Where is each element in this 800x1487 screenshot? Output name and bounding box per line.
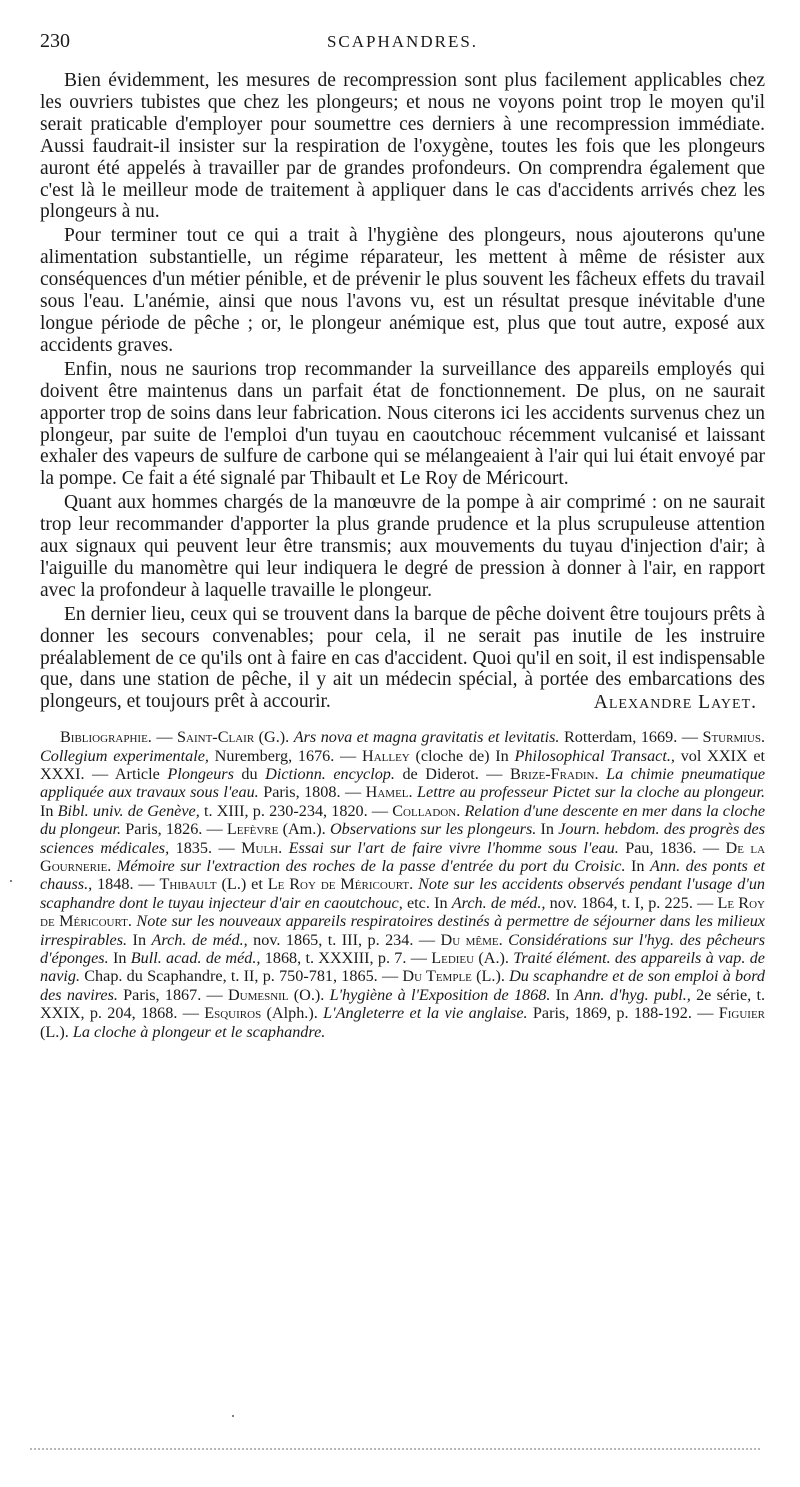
author-name: Brize-Fradin.: [510, 765, 599, 783]
author-name: Du même.: [440, 930, 503, 949]
paragraph: Pour terminer tout ce qui a trait à l'hygiène des plongeurs, nous ajouterons qu'une alimentation substantielle, un régime réparateur, les mettent à même de résister aux conséquences d'un métier pénible, et de prévenir le plus souvent les fâcheux effets du travail sous l'eau. L'anémie, ainsi que nous l'avons vu, est un résultat presque inévitable d'une longue période de pêche ; or, le plongeur anémique est, plus que tout autre, exposé aux accidents graves.: [40, 225, 765, 356]
citation-text: de Diderot. —: [394, 765, 511, 783]
citation-text: (cloche de) In: [409, 746, 515, 765]
author-name: Esquiros: [204, 1004, 262, 1023]
work-title: Collegium experimentale,: [40, 746, 209, 765]
author-name: Hamel.: [365, 783, 413, 802]
citation-text: etc. In: [402, 893, 452, 912]
footer-dotted-rule: [30, 1448, 760, 1450]
citation-text: In: [536, 820, 559, 839]
citation-text: 2e série, t. XXIX, p. 204, 1868. —: [40, 985, 765, 1023]
citation-text: (L.).: [471, 967, 510, 986]
work-title: Observations sur les plongeurs.: [329, 820, 537, 839]
work-title: Bibl. univ. de Genève,: [57, 801, 200, 820]
paragraph: Quant aux hommes chargés de la manœuvre de la pompe à air comprimé : on ne saurait trop leur recommander d'apporter la plus grande prudence et la plus scrupuleuse attention aux signaux qui peuvent leur être transmis; aux mouvements du tuyau d'injection d'air; à l'aiguille du manomètre qui leur indiquera le degré de pression à donner à l'air, en rapport avec la profondeur à laquelle travaille le plongeur.: [40, 492, 765, 601]
work-title: Relation d'une descente en mer dans la cloche du plongeur.: [40, 801, 766, 839]
work-title: Note sur les accidents observés pendant l'usage d'un scaphandre dont le tuyau injecteur d'air en caoutchouc,: [40, 875, 766, 912]
work-title: La chimie pneumatique appliquée aux travaux sous l'eau.: [40, 765, 765, 802]
work-title: L'hygiène à l'Exposition de 1868.: [329, 985, 551, 1004]
paragraph: En dernier lieu, ceux qui se trouvent dans la barque de pêche doivent être toujours prêts à donner les secours convenables; pour cela, il ne serait pas inutile de les instruire préalablement de ce qu'ils ont à faire en cas d'accident. Quoi qu'il en soit, il est indispensable que, dans une station de pêche, il y ait un médecin spécial, à portée des embarcations des plongeurs, et toujours prêt à accourir.: [40, 603, 765, 713]
work-title: L'Angleterre et la vie anglaise.: [323, 1004, 528, 1023]
paragraph: Enfin, nous ne saurions trop recommander la surveillance des appareils employés qui doivent être maintenus dans un parfait état de fonctionnement. De plus, on ne saurait apporter trop de soins dans leur fabrication. Nous citerons ici les accidents survenus chez un plongeur, par suite de l'emploi d'un tuyau en caoutchouc récemment vulcanisé et laissant exhaler des vapeurs de sulfure de carbone qui se mélangeaient à l'air qui lui était envoyé par la pompe. Ce fait a été signalé par Thibault et Le Roy de Méricourt.: [40, 358, 765, 490]
citation-text: Rotterdam, 1669. —: [559, 728, 703, 747]
citation-text: Paris, 1869, p. 188-192. —: [527, 1004, 719, 1023]
citation-text: In: [40, 801, 58, 820]
paragraph: Bien évidemment, les mesures de recompression sont plus facilement applicables chez les ouvriers tubistes que chez les plongeurs; et nous ne voyons point trop le moyen qu'il serait praticable d'employer pour soumettre ces derniers à une recompression immédiate. Aussi faudrait-il insister sur la respiration de l'oxygène, toutes les fois que les plongeurs auront été appelés à travailler par de grandes profondeurs. On comprendra également que c'est là le meilleur mode de traitement à appliquer dans le cas d'accidents arrivés chez les plongeurs à nu.: [40, 70, 765, 223]
citation-text: Nuremberg, 1676. —: [208, 746, 362, 765]
author-name: Figuier: [718, 1004, 766, 1023]
author-name: Halley: [362, 746, 410, 765]
bibliography-paragraph: [40, 728, 765, 1041]
work-title: La cloche à plongeur et le scaphandre.: [72, 1022, 326, 1041]
body-text: [40, 70, 765, 714]
citation-text: nov. 1864, t. I, p. 225. —: [545, 893, 718, 912]
author-name: Du Temple: [402, 967, 472, 986]
scan-speck: [10, 880, 12, 882]
author-name: Thibault: [159, 875, 217, 894]
author-name: Dumesnil: [227, 985, 289, 1004]
work-title: Arch. de méd.,: [151, 930, 248, 949]
work-title: Arch. de méd.,: [451, 893, 546, 912]
author-name: Le Roy de Méricourt.: [267, 875, 414, 894]
author-name: Le Roy de Méricourt.: [40, 893, 765, 931]
work-title: Considérations sur l'hyg. des pêcheurs d'éponges.: [40, 930, 766, 968]
author-signature: Alexandre Layet.: [593, 692, 757, 714]
citation-text: (O.).: [288, 985, 330, 1004]
scan-speck: [232, 1415, 234, 1417]
citation-text: Paris, 1808. —: [258, 783, 366, 802]
citation-text: 1868, t. XXXIII, p. 7. —: [260, 949, 432, 968]
citation-text: (L.) et: [216, 875, 268, 894]
citation-text: (A.).: [474, 949, 514, 968]
work-title: Lettre au professeur Pictet sur la cloche au plongeur.: [417, 783, 766, 802]
author-name: Bibliographie.: [60, 728, 152, 747]
citation-text: [599, 765, 607, 783]
citation-text: In: [127, 930, 152, 949]
author-name: Mulh.: [241, 838, 283, 857]
work-title: Ann. d'hyg. publ.,: [574, 985, 691, 1004]
work-title: Du scaphandre et de son emploi à bord des navires.: [40, 967, 765, 1004]
citation-text: In: [108, 949, 131, 968]
citation-text: Paris, 1826. —: [121, 820, 227, 839]
work-title: Ars nova et magna gravitatis et levitatis.: [293, 728, 560, 747]
author-name: Sturmius.: [702, 728, 765, 747]
citation-text: (Alph.).: [261, 1004, 324, 1023]
citation-text: du: [233, 765, 266, 783]
work-title: Dictionn. encyclop.: [265, 765, 395, 783]
page-header: [40, 30, 765, 56]
citation-text: —: [151, 728, 178, 747]
citation-text: (L.).: [40, 1022, 73, 1041]
author-name: Lefèvre: [226, 820, 279, 839]
work-title: Philosophical Transact.,: [514, 746, 675, 765]
author-name: De la Gournerie.: [40, 838, 766, 876]
citation-text: Chap. du Scaphandre, t. II, p. 750-781, 1865. —: [80, 967, 403, 986]
work-title: Mémoire sur l'extraction des roches de la passe d'entrée du port du Croisic.: [116, 857, 626, 876]
citation-text: Paris, 1867. —: [117, 985, 228, 1004]
work-title: Bull. acad. de méd.,: [130, 949, 261, 968]
work-title: Note sur les nouveaux appareils respiratoires destinés à permettre de séjourner dans les milieux irrespirables.: [40, 912, 765, 949]
citation-text: 1835. —: [169, 838, 242, 857]
citation-text: vol XXIX et XXXI. — Article: [40, 746, 766, 783]
citation-text: 1848. —: [92, 875, 160, 894]
work-title: Journ. hebdom. des progrès des sciences médicales,: [40, 820, 766, 857]
work-title: Essai sur l'art de faire vivre l'homme sous l'eau.: [288, 838, 619, 857]
citation-text: (G.).: [254, 728, 294, 747]
running-title: SCAPHANDRES.: [326, 32, 479, 51]
author-name: Colladon.: [392, 801, 461, 820]
bibliography: [40, 728, 765, 1041]
work-title: Ann. des ponts et chauss.,: [40, 857, 766, 894]
citation-text: nov. 1865, t. III, p. 234. —: [247, 930, 441, 949]
citation-text: t. XIII, p. 230-234, 1820. —: [199, 801, 393, 820]
citation-text: Pau, 1836. —: [618, 838, 726, 857]
page-number: 230: [40, 30, 70, 52]
citation-text: In: [550, 985, 575, 1004]
author-name: Ledieu: [431, 949, 475, 968]
citation-text: In: [625, 857, 651, 876]
work-title: Plongeurs: [167, 765, 234, 783]
work-title: Traité élément. des appareils à vap. de navig.: [40, 949, 765, 986]
page: [40, 30, 765, 1041]
citation-text: (Am.).: [278, 820, 330, 839]
author-name: Saint-Clair: [177, 728, 255, 747]
